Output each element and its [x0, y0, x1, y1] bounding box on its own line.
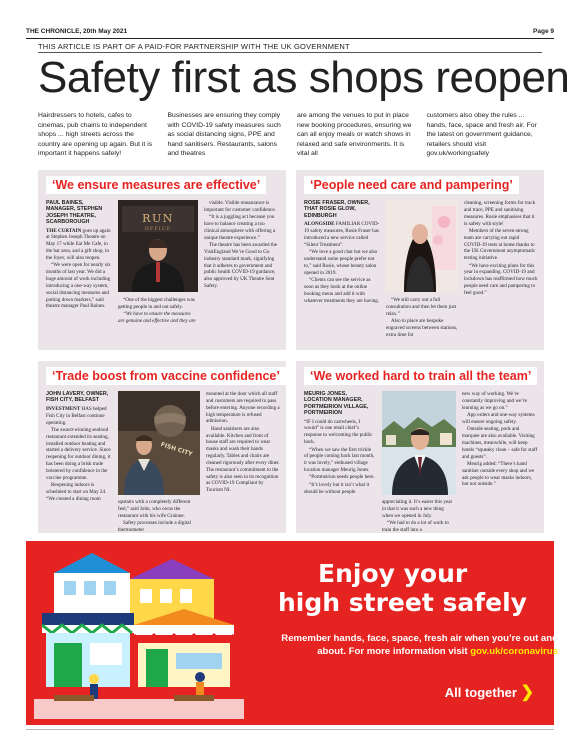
masthead-page-number: Page 9 — [533, 28, 554, 35]
story-paragraph-text: cleaning, screening forms for track and trace, PPE and sanitising measures. Rosie emphasises that it is safety with style! — [464, 200, 536, 227]
story-paragraph-text: “Portmeirion needs people here. — [309, 474, 375, 481]
story-paragraph — [382, 520, 456, 534]
story-paragraph-text: “We had to do a lot of work to train the staff into a — [382, 520, 449, 533]
banner-message: Remember hands, face, space, fresh air when you’re out and about. For more information visit — [281, 633, 558, 657]
story-col-3 — [204, 200, 280, 346]
story-paragraph — [118, 297, 198, 311]
story-paragraph-text: “We were open for nearly six months of last year. We did a huge amount of work including introducing a one-way system, social distancing measures and putting down markers,” said theatre manager Paul Baines. — [46, 262, 111, 310]
story-paragraph-text: new way of working. We’re constantly improving and we’re learning as we go on.” — [462, 391, 527, 411]
story-paragraph-text: goes up again at Stephen Joseph Theatre on May 17 while Eat Me Cafe, in the bar area, and a gift shop, in the foyer, will also reopen. — [46, 227, 111, 261]
masthead-paper-date: THE CHRONICLE, 20th May 2021 — [26, 28, 128, 35]
story-paragraph — [382, 499, 456, 520]
story-paragraph-text: “We have exciting plans for this year in expanding. COVID-19 and lockdown has reaffirmed how much people need care and pampering to feel good.” — [464, 262, 538, 296]
story-paragraph — [118, 499, 200, 520]
fish-city-owner-photo — [118, 391, 200, 495]
coronavirus-guidance-link[interactable]: gov.uk/coronavirus — [470, 646, 558, 657]
story-paragraph — [462, 412, 538, 426]
svg-text:OFFICE: OFFICE — [144, 226, 172, 232]
story-col-1 — [46, 200, 112, 346]
story-paragraph-text: “When we saw the first trickle of people coming back last month, it was lovely,” enthused village location manager Meurig Jones. — [304, 446, 375, 474]
story-panel-portmeirion — [296, 361, 544, 533]
all-together-text: All together — [444, 685, 517, 700]
high-street-banner — [26, 541, 558, 725]
story-paragraph — [46, 262, 112, 310]
story-panel-fish-city — [38, 361, 286, 533]
story-paragraph — [118, 311, 198, 325]
story-lead-in: ALONGSIDE — [304, 221, 335, 228]
story-paragraph-text: HAS helped Fish City in Belfast continue operating. — [46, 405, 107, 426]
story-byline: JOHN LAVERY, OWNER, FISH CITY, BELFAST — [46, 391, 109, 404]
story-paragraph — [386, 297, 458, 318]
portmeirion-manager-photo — [382, 391, 456, 495]
story-paragraph — [462, 461, 538, 488]
story-byline: PAUL BAINES, MANAGER, STEPHEN JOSEPH THEATRE, SCARBOROUGH — [46, 200, 103, 226]
story-paragraph-text: Outside seating, pods and marquee are also available. Visiting machines, meanwhile, will keep hotels “squeaky clean – safe for staff and guests”. — [462, 426, 538, 460]
footer-rule — [26, 729, 554, 730]
story-lead-in: THE CURTAIN — [46, 227, 82, 234]
masthead — [26, 28, 554, 38]
shopfronts-illustration — [34, 549, 244, 719]
intro-col-1: Hairdressers to hotels, cafes to cinemas, pub chains to independent shops ... high streets across the country are opening up again. But it is important it happens safely! — [38, 112, 153, 158]
story-paragraph-text: Also in place are bespoke engraved screens between stations, extra time for — [386, 318, 458, 338]
story-paragraph — [46, 228, 112, 262]
svg-text:RUN: RUN — [142, 212, 174, 225]
story-col-2 — [386, 297, 458, 346]
story-paragraph-text: FAMILIAR COVID-19 safety measures, Rosie Fraser has introduced a new service called “Silent Treatment”. — [304, 221, 380, 248]
story-paragraph-text: appreciating it. It’s easier this year in that it was such a new thing when we opened in July. — [382, 499, 453, 519]
story-paragraph-text: upstairs with a completely different feel,” said John, who owns the restaurant with his wife Grainne. — [118, 499, 191, 519]
story-col-2 — [118, 297, 198, 346]
story-paragraph — [304, 419, 376, 446]
intro-col-2: Businesses are ensuring they comply with COVID-19 safety measures such as social distancing signs, PPE and hand sanitisers. Restaurants, salons and theatres — [167, 112, 281, 158]
story-title: ‘People need care and pampering’ — [304, 176, 519, 194]
story-paragraph-text: The award-winning seafood restaurant extended its seating, installed outdoor heating and started a delivery service. Since reopening for outdoor dining, it has been doing a brisk trade bolstered by confidence in the vaccine programme. — [46, 426, 111, 481]
story-title: ‘We ensure measures are effective’ — [46, 176, 266, 194]
story-paragraph — [304, 447, 376, 474]
story-title: ‘We worked hard to train all the team’ — [304, 367, 537, 385]
all-together-slogan — [445, 682, 534, 702]
story-paragraph-text: “IF I could do cartwheels, I would” is one retail chief’s response to welcoming the public back. — [304, 418, 373, 446]
story-paragraph-text: Meurig added: “There’s hand sanitiser outside every shop and we ask people to wear masks indoors, but not outside.” — [462, 460, 535, 488]
story-paragraph-text: “We have to ensure the measures are genuine and effective and they are — [118, 311, 196, 325]
story-byline: ROSIE FRASER, OWNER, THAT ROSIE GLOW, EDINBURGH — [304, 200, 370, 219]
story-paragraph-text: Members of the seven-strong team are carrying out rapid COVID-19 tests at home thanks to the UK Government asymptomatic testing initiative. — [464, 227, 536, 262]
story-paragraph — [204, 242, 280, 290]
story-col-3 — [206, 391, 280, 529]
story-byline: MEURIG JONES, LOCATION MANAGER, PORTMEIRION VILLAGE, PORTMEIRION — [304, 391, 369, 417]
story-paragraph-text: App orders and one-way systems will ensure ongoing safety. — [462, 412, 535, 425]
story-paragraph-text: Reopening indoors is scheduled to start on May 24. “We created a dining room — [46, 482, 107, 502]
story-paragraph — [204, 200, 280, 214]
story-paragraph-text: “It is a juggling act because you have to balance creating a too clinical atmosphere with offering a unique theatre experience.” — [204, 214, 276, 241]
intro-col-4: customers also obey the rules ... hands, face, space and fresh air. For the latest on government guidance, retailers should visit gov.uk/workingsafely — [426, 112, 537, 158]
story-paragraph — [464, 228, 538, 262]
chevron-right-icon: ❯ — [520, 684, 534, 701]
story-paragraph — [46, 406, 112, 427]
story-col-1 — [46, 391, 112, 529]
story-paragraph-text: “We still carry out a full consultation and then let them just relax.” — [386, 297, 457, 317]
story-paragraph — [462, 426, 538, 460]
banner-headline-line-1: Enjoy your — [318, 559, 468, 588]
story-paragraph — [386, 318, 458, 339]
story-paragraph — [464, 263, 538, 297]
story-paragraph — [304, 482, 376, 496]
story-lead-in: INVESTMENT — [46, 405, 81, 412]
story-paragraph — [46, 427, 112, 482]
story-panel-salon — [296, 170, 544, 350]
story-paragraph — [46, 482, 112, 503]
story-paragraph-text: “It’s lovely but it isn’t what it should be without people — [304, 481, 370, 495]
story-paragraph-text: “Clients can see the service as soon as they book at the online booking menu and add it with whatever treatments they are having. — [304, 276, 380, 304]
story-paragraph-text: Safety processes include a digital thermometer — [118, 520, 191, 533]
story-col-2 — [118, 499, 200, 533]
banner-headline-line-2: high street safely — [278, 588, 527, 617]
intro-col-3: are among the venues to put in place new booking procedures, ensuring we can all enjoy meals or watch shows in relaxed and safe environments. It is vital all — [297, 112, 412, 158]
story-col-2 — [382, 499, 456, 533]
story-col-3 — [464, 200, 538, 346]
story-paragraph — [462, 391, 538, 412]
story-paragraph-text: “One of the biggest challenges was getting people in and out safely. — [118, 297, 195, 310]
partnership-notice: THIS ARTICLE IS PART OF A PAID-FOR PARTNERSHIP WITH THE UK GOVERNMENT — [38, 42, 350, 51]
story-col-3 — [462, 391, 538, 529]
story-paragraph — [304, 277, 380, 304]
story-paragraph — [206, 426, 280, 494]
theatre-manager-photo — [118, 200, 198, 292]
intro-text — [38, 111, 542, 159]
banner-subtext — [252, 632, 558, 658]
story-paragraph-text: mounted at the door which all staff and customers are required to pass before entering. Anyone recording a high temperature is refused admission. — [206, 391, 280, 425]
story-panel-theatre — [38, 170, 286, 350]
story-paragraph-text: Hand sanitisers are also available. Kitchen and front of house staff are required to wear masks and wash their hands regularly. Tables and chairs are cleaned rigorously after every diner. The restaurant’s commitment to the safety is also seen in its recognition as COVID-19 Compliant by Tourism NI. — [206, 425, 280, 494]
salon-owner-photo — [386, 200, 458, 292]
fish-city-sign: FISH CITY — [159, 441, 194, 458]
story-paragraph-text: “We love a good chat but we also understand some people prefer not to,” said Rosie, whose beauty salon opened in 2019. — [304, 249, 378, 276]
page-headline: Safety first as shops reopen — [38, 53, 570, 102]
story-paragraph — [118, 520, 200, 534]
story-paragraph — [304, 249, 380, 276]
masthead-rule — [26, 38, 554, 39]
story-paragraph — [304, 221, 380, 248]
story-title: ‘Trade boost from vaccine confidence’ — [46, 367, 286, 385]
story-paragraph-text: visible. Visible reassurance is important for customer confidence. — [204, 200, 276, 213]
story-paragraph — [204, 214, 280, 241]
story-paragraph — [206, 391, 280, 425]
story-paragraph — [304, 474, 376, 481]
story-paragraph-text: The theatre has been awarded the VisitEngland We’re Good to Go industry standard mark, signifying that it adheres to government and public health COVID-19 guidance, also approved by UK Theatre Seat Safety. — [204, 242, 278, 290]
story-col-1 — [304, 200, 380, 346]
story-paragraph — [464, 200, 538, 227]
story-col-1 — [304, 391, 376, 529]
